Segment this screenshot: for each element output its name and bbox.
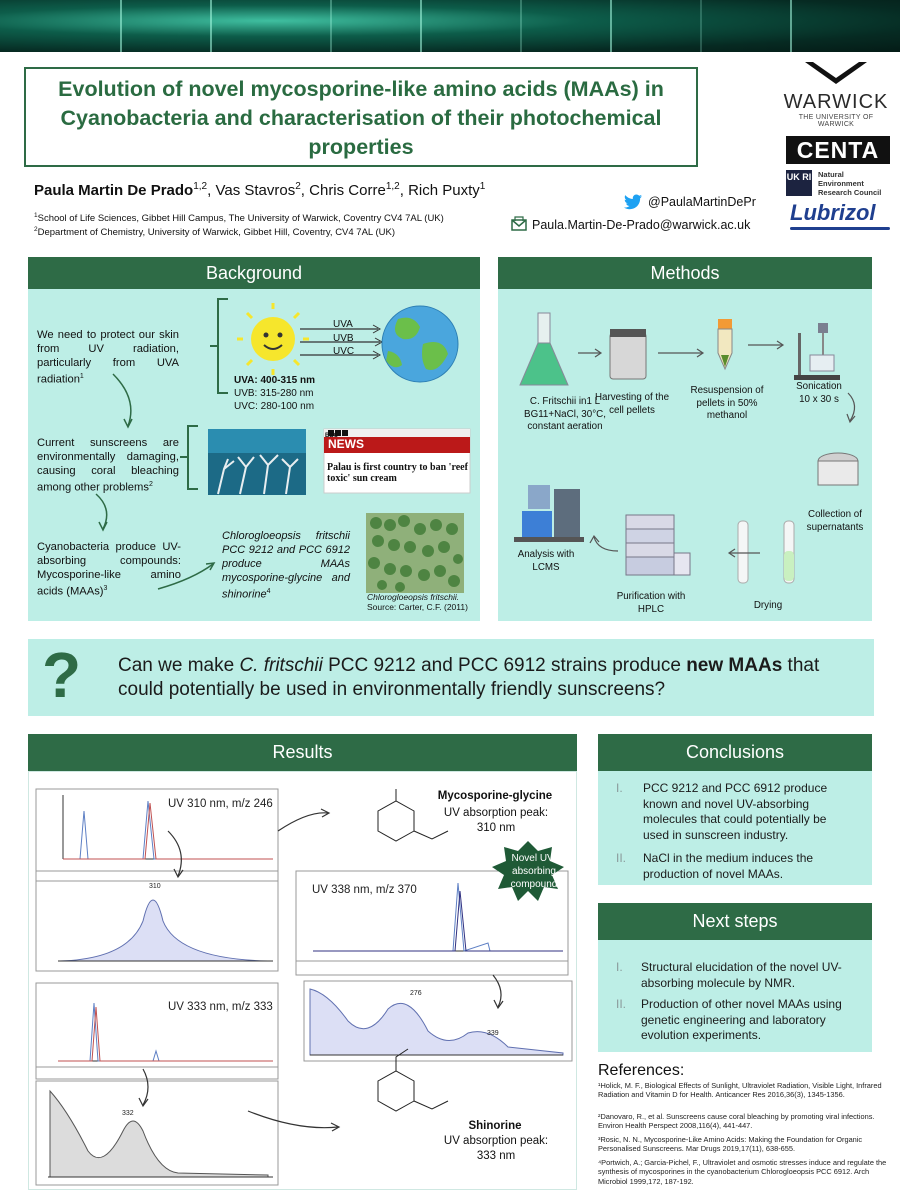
news-word: NEWS [328,437,364,451]
news-bbc-logo: BBC [325,433,338,439]
shinorine-desc: UV absorption peak: 333 nm [443,1135,549,1162]
chrom3-label: UV 333 nm, m/z 333 [168,1001,273,1013]
sonicator-icon [794,323,840,380]
conclusion-item: PCC 9212 and PCC 6912 produce known and novel UV-absorbing molecules that could potentially be used in sunscreen industry. [643,781,828,842]
news-headline: Palau is first country to ban 'reef toxic' sun cream [327,462,468,484]
warwick-logo: WARWICK THE UNIVERSITY OF WARWICK [780,60,892,128]
chrom2-label: UV 338 nm, m/z 370 [312,884,417,896]
author-sup: 1 [479,181,486,192]
peak-label-339: 339 [487,1030,499,1037]
author-name: Chris Corre [309,182,386,199]
peak-label-276: 276 [410,990,422,997]
drying-tubes-icon [738,521,794,583]
chrom1-label: UV 310 nm, m/z 246 [168,798,273,810]
conclusion-num: I. [616,781,623,795]
centrifuge-icon [818,453,858,485]
conclusions-heading: Conclusions [598,734,872,771]
microscopy-photo [366,513,464,593]
background-point-3: Cyanobacteria produce UV-absorbing compounds: Mycosporine-like amino acids (MAAs)$^3$ [37,541,181,598]
sun-icon [237,303,309,375]
flask-icon [520,313,568,385]
research-question: Can we make C. fritschii PCC 9212 and PCC 6912 strains produce new MAAs that could potentially be used in environmentally friendly sunscreens? [118,655,820,700]
method-step-5: Collection of supernatants [806,509,864,533]
uva-range: UVA: 400-315 nm [234,375,315,386]
next-step-num: II. [616,997,627,1011]
affiliation: $^2$Department of Chemistry, University of Warwick, Gibbet Hill, Coventry, CV4 7AL (UK) [34,226,396,239]
method-step-7: Purification with HPLC [616,591,686,615]
background-point-2: Current sunscreens are environmentally damaging, causing coral bleaching among other problems$^2$ [37,437,179,494]
author-name: Vas Stavros [215,182,296,199]
reference-item: ²Danovaro, R., et al. Sunscreens cause coral bleaching by promoting viral infections. Environ Health Perspect 2008,116(4), 441-447. [598,1112,875,1131]
method-step-6: Drying [753,600,783,611]
author-sup: 1,2 [385,181,400,192]
twitter-icon [624,194,642,210]
uva-label: UVA [333,319,353,330]
novel-compound-badge: Novel UV-absorbing compound [510,853,558,890]
method-step-3: Resuspension of pellets in 50% methanol [690,385,764,421]
conclusion-item: NaCl in the medium induces the production of novel MAAs. [643,851,814,881]
ukri-logo: UK RI [786,170,812,196]
micro-source: Source: Carter, C.F. (2011) [367,602,468,612]
hplc-icon [626,515,690,575]
warwick-mark-icon [801,60,871,86]
uvc-label: UVC [333,346,355,357]
reference-item: ³Rosic, N. N., Mycosporine-Like Amino Acids: Making the Foundation for Organic Personalised Sunscreens. Mar Drugs 2019,17(11), 638-655. [598,1135,863,1154]
conclusion-num: II. [616,851,627,865]
references-title: References: [598,1062,685,1079]
author-sup: 1,2 [193,181,208,192]
tube-icon [718,319,732,369]
author-name: Rich Puxty [408,182,480,199]
earth-icon [382,306,458,382]
micro-caption: Chlorogloeopsis fritschii. [367,592,460,602]
next-step-item: Structural elucidation of the novel UV-absorbing molecule by NMR. [641,960,842,990]
author-sup: 2 [295,181,301,192]
lubrizol-logo: Lubrizol [790,200,876,225]
poster-title: Evolution of novel mycosporine-like amino acids (MAAs) in Cyanobacteria and characterisation of their photochemical properties [24,67,698,167]
next-step-item: Production of other novel MAAs using genetic engineering and laboratory evolution experiments. [641,997,842,1042]
method-step-8: Analysis with LCMS [517,549,575,573]
method-step-4: Sonication 10 x 30 s [796,381,842,405]
background-point-1: We need to protect our skin from UV radiation, particularly from UVA radiation$^1$ [37,329,179,386]
uvb-label: UVB [333,333,354,344]
email-icon [511,216,527,232]
author-list: Paula Martin De Prado$^{1,2}$, Vas Stavros$^2$, Chris Corre$^{1,2}$, Rich Puxty$^1$ [34,181,486,199]
peak-label-310: 310 [149,883,161,890]
uvb-range: UVB: 315-280 nm [234,388,314,399]
species-text: Chlorogloeopsis fritschii PCC 9212 and PCC 6912 produce MAAs mycosporine-glycine and shinorine$^4$ [222,530,350,601]
shinorine-name: Shinorine [468,1120,522,1132]
next-steps-heading: Next steps [598,903,872,940]
peak-label-332: 332 [122,1110,134,1117]
mycosporine-glycine-name: Mycosporine-glycine [437,790,553,802]
question-mark: ? [42,639,82,711]
lubrizol-swoosh [790,227,890,230]
mycosporine-glycine-desc: UV absorption peak: 310 nm [443,807,549,834]
email-address[interactable]: Paula.Martin-De-Prado@warwick.ac.uk [532,218,751,232]
reference-item: ¹Holick, M. F., Biological Effects of Sunlight, Ultraviolet Radiation, Visible Light, Infrared Radiation and Vitamin D for Health. Anticancer Res 2016,36(3), 1345-1356. [598,1081,882,1100]
method-step-1: C. Fritschii in1 L BG11+NaCl, 30°C, constant aeration [524,396,606,432]
next-step-num: I. [616,960,623,974]
header-banner [0,0,900,52]
results-heading: Results [28,734,577,771]
affiliation: $^1$School of Life Sciences, Gibbet Hill Campus, The University of Warwick, Coventry CV4 7AL (UK) [34,212,444,225]
coral-photo [208,429,306,495]
lcms-icon [514,485,584,542]
reference-item: ⁴Portwich, A.; Garcia-Pichel, F., Ultraviolet and osmotic stresses induce and regulate the synthesis of mycosporines in the cyanobacterium Chlorogloeopsis PCC 6912. Arch Microbiol 1999,172, 187-192. [598,1158,887,1186]
twitter-handle[interactable]: @PaulaMartinDePr [648,195,756,209]
background-heading: Background [28,257,480,289]
nerc-logo: Natural Environment Research Council [818,170,882,197]
bottle-icon [610,329,646,379]
author-name: Paula Martin De Prado [34,182,194,199]
method-step-2: Harvesting of the cell pellets [594,392,670,416]
methods-heading: Methods [498,257,872,289]
uvc-range: UVC: 280-100 nm [234,401,315,412]
centa-logo: CENTA [786,136,890,164]
